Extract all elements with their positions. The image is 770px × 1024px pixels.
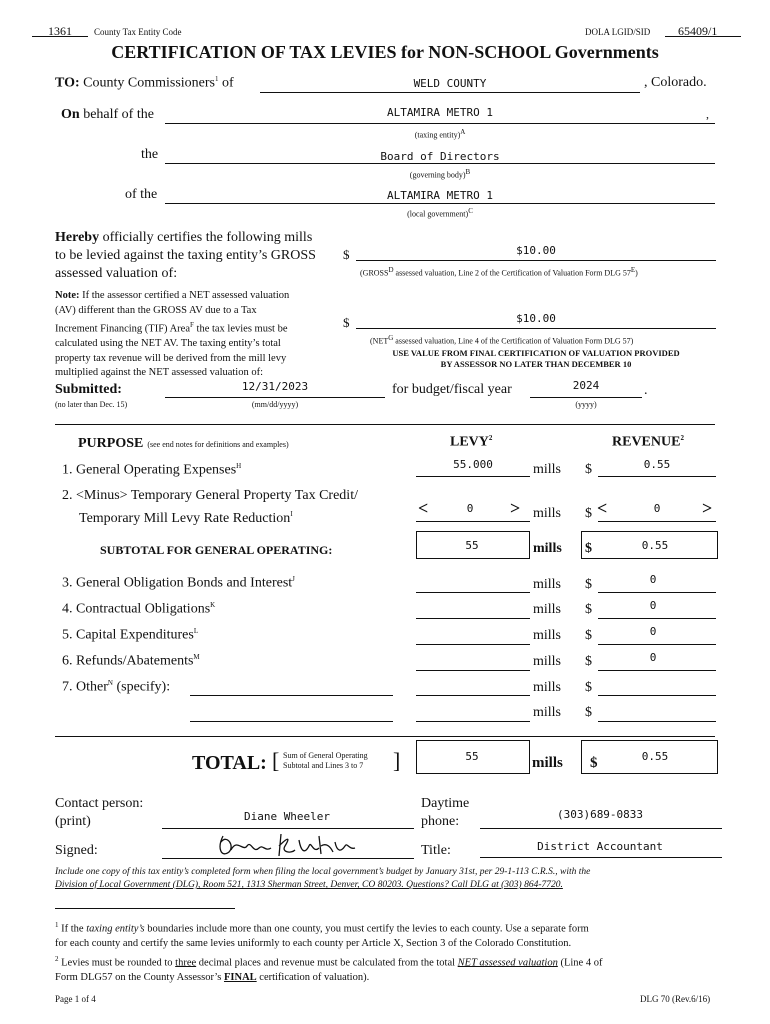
row7-label: 7. Other$^N$ (specify): [62,679,171,695]
submitted-note: (no later than Dec. 15) [55,400,128,409]
row4-mills: mills [533,602,562,617]
net-valuation-value[interactable]: $10.00 [516,312,556,325]
row2-label: 2. <Minus> Temporary General Property Tax Credit/ Temporary Mill Levy Rate Reduction$^I$ [62,488,358,526]
total-revenue[interactable]: 0.55 [641,750,669,763]
subtotal-levy[interactable]: 55 [465,539,479,552]
to-sup: 1 [215,75,219,83]
row2-revenue[interactable]: 0 [653,502,661,515]
row3-mills: mills [533,577,562,592]
subtotal-label: SUBTOTAL FOR GENERAL OPERATING: [100,543,333,557]
row1-levy[interactable]: 55.000 [453,458,493,471]
county-code: 1361 [48,24,72,38]
filing-instructions: Include one copy of this tax entity’s completed form when filing the local government’s budget by January 31st, per 29-1-113 C.R.S., with the Division of Local Government (DLG), Room 521, 1313 Sherman Street, Denver, CO 80203. Questions? Call DLG at (303) 864-7720. [55,867,591,890]
behalf-label: behalf of the [83,107,154,122]
row7b-mills: mills [533,705,562,720]
row5-label: 5. Capital Expenditures$^L$ [62,627,199,643]
title-value[interactable]: District Accountant [537,840,663,853]
form-number: DLG 70 (Rev.6/16) [640,994,711,1004]
row2-mills: mills [533,506,562,521]
use-value-note: USE VALUE FROM FINAL CERTIFICATION OF VALUATION PROVIDED BY ASSESSOR NO LATER THAN DECEMBER 10 [392,348,680,369]
total-note: Sum of General Operating Subtotal and Lines 3 to 7 [283,751,368,770]
gross-caption: ($GROSS^D$ assessed valuation, Line 2 of the Certification of Valuation Form DLG $57^E$) [360,266,638,278]
of-the-label: of the [125,187,158,202]
lgid-value: 65409/1 [678,24,718,38]
row3-dollar: $ [585,577,592,592]
submitted-label: Submitted: [55,382,122,397]
to-label: County Commissioners [83,75,215,91]
date-caption: (mm/dd/yyyy) [251,400,299,409]
phone-label: Daytime phone: [421,796,470,829]
row2-gt: > [510,498,521,518]
levy-header: LEVY$^2$ [450,434,493,450]
row1-dollar: $ [585,462,592,477]
row4-dollar: $ [585,602,592,617]
page-number: Page 1 of 4 [55,994,96,1004]
submitted-date[interactable]: 12/31/2023 [241,380,309,393]
lgid-label: DOLA LGID/SID [585,27,651,37]
row7b-dollar: $ [585,705,592,720]
row1-revenue[interactable]: 0.55 [643,458,671,471]
note-text: Note: If the assessor certified a NET assessed valuation (AV) different than the GROSS AV due to a Tax Increment Financing (TIF) Area$^F$ the tax levies must be calculated using the NET AV. The taxing entity’s total property tax revenue will be derived from the mill levy multiplied against the NET assessed valuation of: [55,290,290,378]
total-dollar: $ [590,755,598,771]
contact-label: Contact person: (print) [55,796,144,829]
gross-dollar: $ [343,247,350,262]
row6-dollar: $ [585,654,592,669]
subtotal-dollar: $ [585,541,592,556]
total-bracket-left: [ [272,748,280,773]
local-government-caption: (local government)$^C$ [407,207,473,219]
behalf-row [61,107,154,123]
taxing-entity-caption: (taxing entity)$^A$ [414,128,466,140]
phone-value[interactable]: (303)689-0833 [556,808,644,821]
the-label: the [141,147,159,162]
row4-revenue[interactable]: 0 [649,599,657,612]
row6-mills: mills [533,654,562,669]
total-bracket-right: ] [393,748,401,773]
total-label: TOTAL: [192,752,267,774]
row7-dollar: $ [585,680,592,695]
row6-label: 6. Refunds/Abatements$^M$ [62,653,200,669]
county-code-label: County Tax Entity Code [94,27,182,37]
year-period: . [644,383,648,398]
row1-label: 1. General Operating Expenses$^H$ [62,462,242,478]
row2-rev-gt: > [702,498,713,518]
subtotal-revenue[interactable]: 0.55 [641,539,669,552]
hereby-text: Hereby officially certifies the following mills to be levied against the taxing entity’s GROSS assessed valuation of: [55,230,316,281]
contact-name[interactable]: Diane Wheeler [243,810,331,823]
row2-lt: < [418,498,429,518]
behalf-bold: On [61,107,80,122]
row2-dollar: $ [585,506,592,521]
subtotal-mills: mills [533,541,562,556]
total-mills: mills [532,755,563,771]
gross-valuation-value[interactable]: $10.00 [516,244,556,257]
title-label: Title: [421,843,451,858]
governing-body-caption: (governing body)$^B$ [409,168,471,180]
row1-mills: mills [533,462,562,477]
row5-mills: mills [533,628,562,643]
row2-levy[interactable]: 0 [466,502,474,515]
county-value[interactable]: WELD COUNTY [413,77,487,90]
taxing-entity-value[interactable]: ALTAMIRA METRO 1 [387,106,493,119]
signature-image [215,828,365,862]
net-dollar: $ [343,315,350,330]
footnotes: $^1$ If the taxing entity’s boundaries include more than one county, you must certify the levies to each county. Use a separate form for each county and certify the same levies uniformly to each county per Article X, Section 3 of the Colorado Constitution. $^2$ Levies must be rounded to three decimal places and revenue must be calculated from the total NET assessed valuation (Line 4 of Form DLG57 on the County Assessor’s FINAL certification of valuation). [55,921,603,983]
net-caption: ($NET^G$ assessed valuation, Line 4 of the Certification of Valuation Form DLG 57) [370,334,634,346]
year-caption: (yyyy) [575,400,597,409]
row2-rev-lt: < [597,498,608,518]
row3-revenue[interactable]: 0 [649,573,657,586]
local-government-value[interactable]: ALTAMIRA METRO 1 [387,189,493,202]
row5-dollar: $ [585,628,592,643]
row3-label: 3. General Obligation Bonds and Interest$^J$ [62,575,295,591]
total-levy[interactable]: 55 [465,750,479,763]
revenue-header: REVENUE$^2$ [612,434,684,450]
to-of: of [222,75,234,91]
purpose-header: PURPOSE (see end notes for definitions and examples) [78,436,289,451]
form-title: CERTIFICATION OF TAX LEVIES for NON-SCHOOL Governments [111,42,659,62]
behalf-comma: , [706,107,709,121]
budget-year-label: for budget/fiscal year [392,382,512,397]
governing-body-value[interactable]: Board of Directors [380,150,500,163]
row7-mills: mills [533,680,562,695]
fiscal-year-value[interactable]: 2024 [572,379,600,392]
to-row [55,75,234,92]
row5-revenue[interactable]: 0 [649,625,657,638]
signed-label: Signed: [55,843,98,858]
row6-revenue[interactable]: 0 [649,651,657,664]
to-prefix: TO: [55,75,80,91]
row4-label: 4. Contractual Obligations$^K$ [62,601,216,617]
colorado-suffix: , Colorado. [644,75,707,90]
